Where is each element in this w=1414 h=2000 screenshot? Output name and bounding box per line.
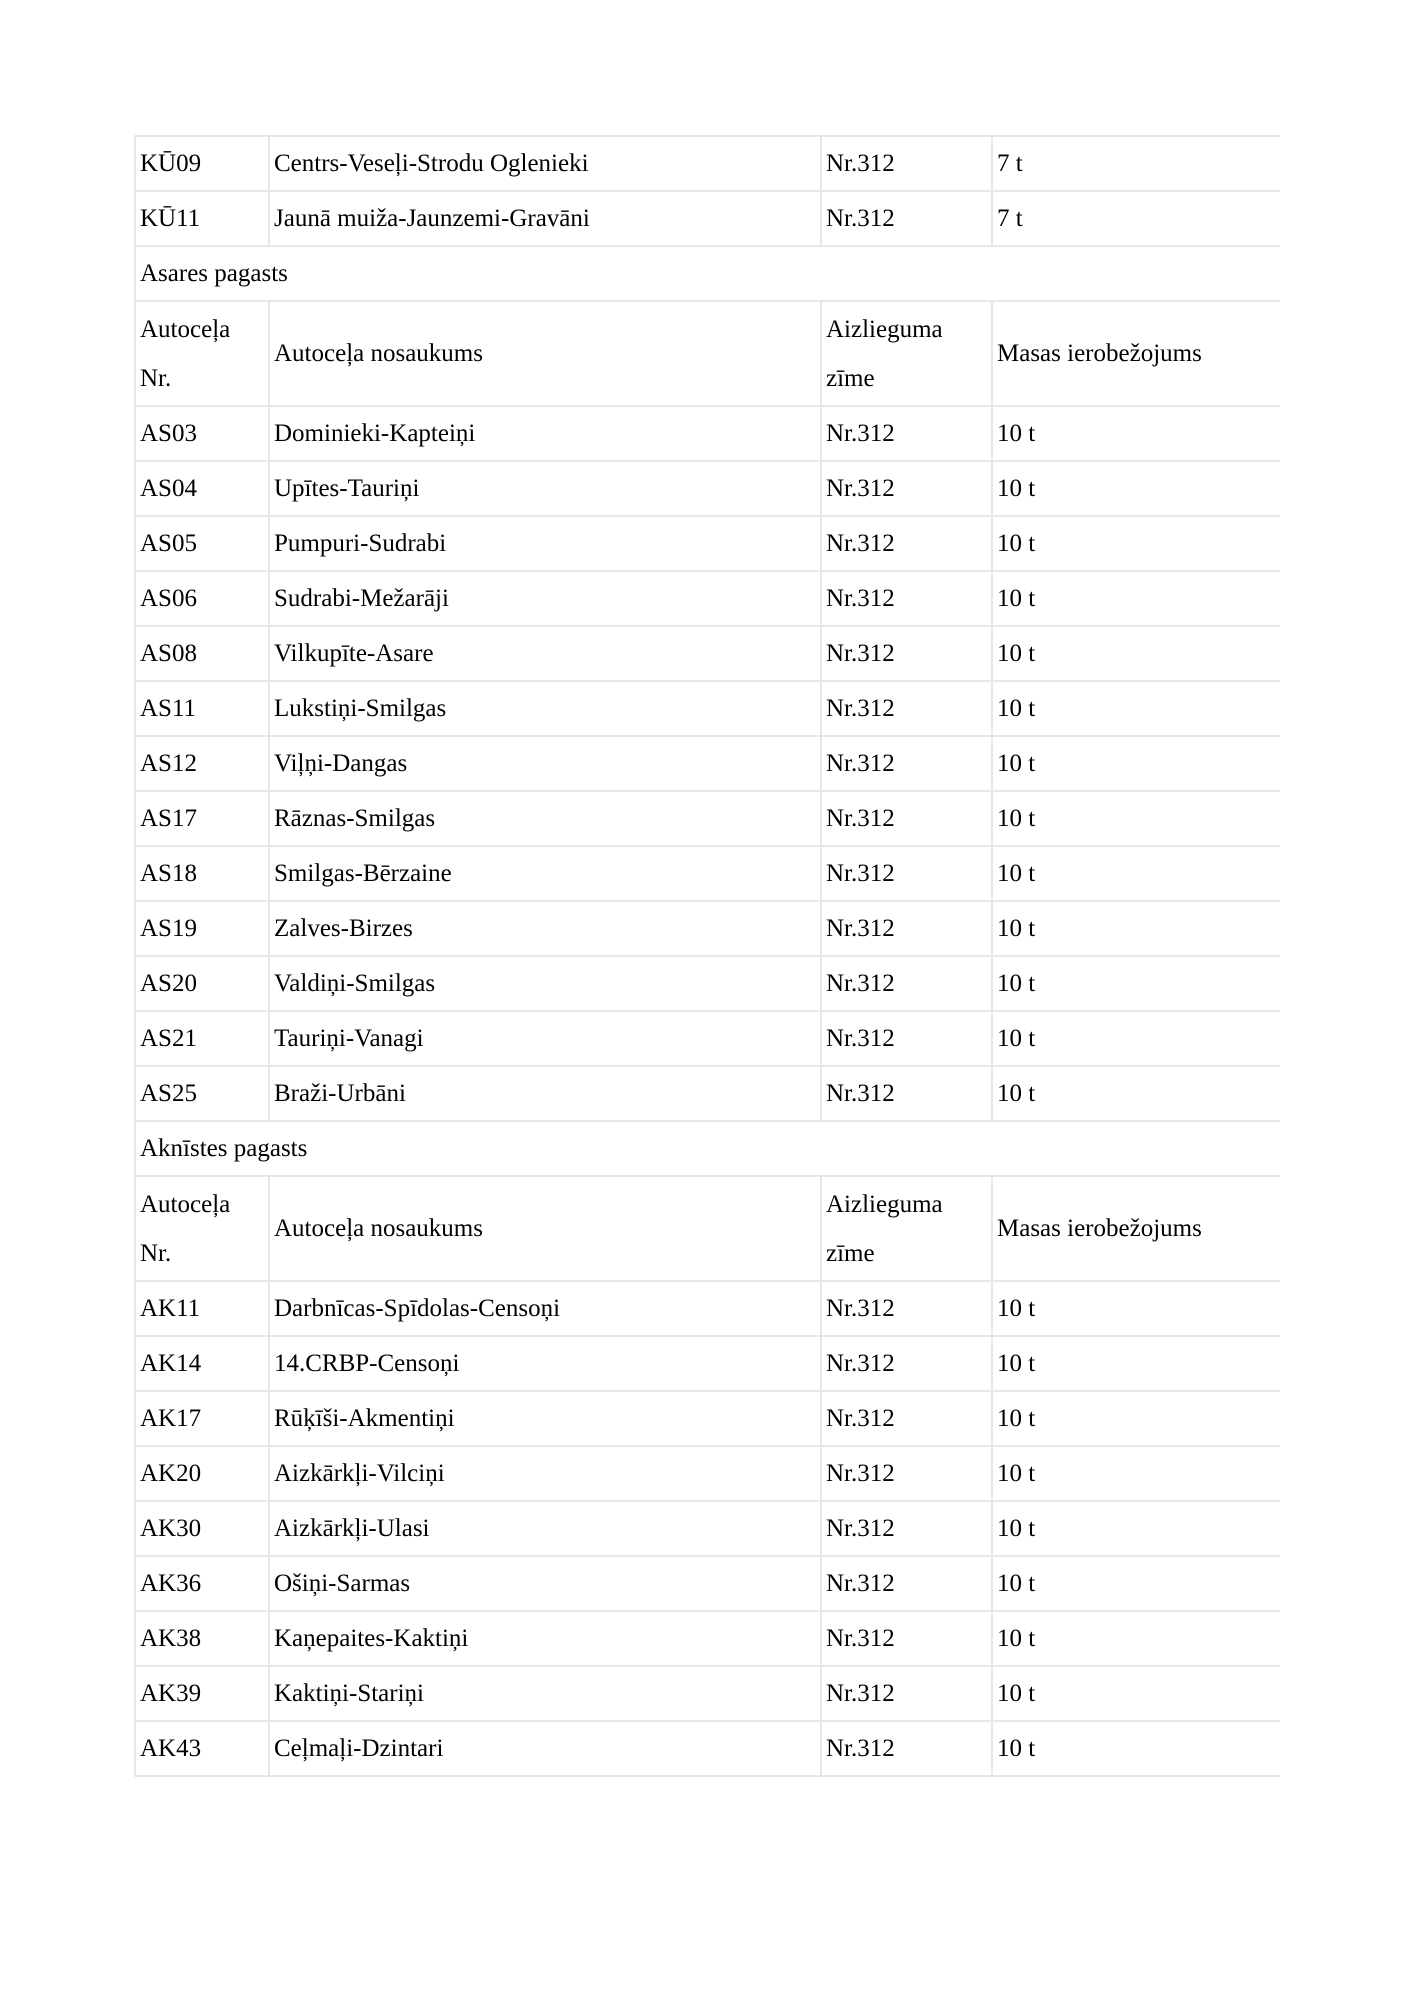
road-number: AK11: [135, 1281, 269, 1336]
header-text-line: zīme: [826, 1239, 875, 1267]
header-text-line: Aizlieguma: [826, 1190, 943, 1218]
road-number: AK36: [135, 1556, 269, 1611]
table-row: [135, 191, 1280, 246]
road-name: Valdiņi-Smilgas: [269, 956, 821, 1011]
table-row: [135, 1611, 1280, 1666]
road-number: AS19: [135, 901, 269, 956]
road-name: Centrs-Veseļi-Strodu Oglenieki: [269, 136, 821, 191]
restriction-sign: Nr.312: [821, 736, 992, 791]
road-name: Ceļmaļi-Dzintari: [269, 1721, 821, 1776]
road-number: AS08: [135, 626, 269, 681]
restriction-sign: Nr.312: [821, 1336, 992, 1391]
road-number: AS18: [135, 846, 269, 901]
table-row: [135, 516, 1280, 571]
road-number: AS25: [135, 1066, 269, 1121]
table-body: [135, 136, 1280, 1776]
header-text-line: Autoceļa: [140, 1190, 231, 1218]
restriction-sign: Nr.312: [821, 1066, 992, 1121]
road-name: Pumpuri-Sudrabi: [269, 516, 821, 571]
restriction-sign: Nr.312: [821, 1011, 992, 1066]
mass-limit: 10 t: [992, 901, 1280, 956]
table-row: [135, 571, 1280, 626]
mass-limit: 10 t: [992, 1336, 1280, 1391]
section-title: Asares pagasts: [135, 246, 1280, 301]
road-number: AK14: [135, 1336, 269, 1391]
road-name: Viļņi-Dangas: [269, 736, 821, 791]
restriction-sign: Nr.312: [821, 956, 992, 1011]
table-row: [135, 1281, 1280, 1336]
restriction-sign: Nr.312: [821, 516, 992, 571]
road-name: Rūķīši-Akmentiņi: [269, 1391, 821, 1446]
road-restrictions-table: [134, 135, 1280, 1777]
road-name: Rāznas-Smilgas: [269, 791, 821, 846]
road-number: AS06: [135, 571, 269, 626]
road-number: AS05: [135, 516, 269, 571]
table-row: [135, 1666, 1280, 1721]
road-name: Upītes-Tauriņi: [269, 461, 821, 516]
table-row: [135, 1501, 1280, 1556]
road-number: AK43: [135, 1721, 269, 1776]
road-name: Smilgas-Bērzaine: [269, 846, 821, 901]
table-row: [135, 791, 1280, 846]
mass-limit: 10 t: [992, 1721, 1280, 1776]
road-number: KŪ11: [135, 191, 269, 246]
table-row: [135, 1446, 1280, 1501]
restriction-sign: Nr.312: [821, 791, 992, 846]
mass-limit: 10 t: [992, 1011, 1280, 1066]
table-row: [135, 901, 1280, 956]
restriction-sign: Nr.312: [821, 1666, 992, 1721]
road-name: Lukstiņi-Smilgas: [269, 681, 821, 736]
mass-limit: 7 t: [992, 136, 1280, 191]
header-row: [135, 301, 1280, 406]
header-text-line: Nr.: [140, 364, 172, 392]
road-number: AK39: [135, 1666, 269, 1721]
header-road-name: Autoceļa nosaukums: [269, 301, 821, 406]
mass-limit: 10 t: [992, 681, 1280, 736]
mass-limit: 10 t: [992, 1501, 1280, 1556]
restriction-sign: Nr.312: [821, 1501, 992, 1556]
restriction-sign: Nr.312: [821, 406, 992, 461]
mass-limit: 10 t: [992, 1066, 1280, 1121]
restriction-sign: Nr.312: [821, 1391, 992, 1446]
table-row: [135, 736, 1280, 791]
header-road-name: Autoceļa nosaukums: [269, 1176, 821, 1281]
mass-limit: 10 t: [992, 406, 1280, 461]
header-restriction-sign: [821, 301, 992, 406]
road-number: KŪ09: [135, 136, 269, 191]
header-road-number: [135, 301, 269, 406]
road-number: AK20: [135, 1446, 269, 1501]
road-name: Darbnīcas-Spīdolas-Censoņi: [269, 1281, 821, 1336]
table-row: [135, 1556, 1280, 1611]
road-number: AS11: [135, 681, 269, 736]
restriction-sign: Nr.312: [821, 1281, 992, 1336]
table-row: [135, 461, 1280, 516]
restriction-sign: Nr.312: [821, 191, 992, 246]
table-row: [135, 956, 1280, 1011]
restriction-sign: Nr.312: [821, 1721, 992, 1776]
mass-limit: 10 t: [992, 1446, 1280, 1501]
table-row: [135, 846, 1280, 901]
road-name: Aizkārkļi-Vilciņi: [269, 1446, 821, 1501]
table-row: [135, 136, 1280, 191]
header-mass-limit: Masas ierobežojums: [992, 301, 1280, 406]
table-row: [135, 1011, 1280, 1066]
road-number: AK17: [135, 1391, 269, 1446]
header-text-line: Aizlieguma: [826, 315, 943, 343]
mass-limit: 10 t: [992, 516, 1280, 571]
mass-limit: 10 t: [992, 736, 1280, 791]
restriction-sign: Nr.312: [821, 681, 992, 736]
table-row: [135, 1336, 1280, 1391]
table-row: [135, 406, 1280, 461]
table-row: [135, 626, 1280, 681]
header-mass-limit: Masas ierobežojums: [992, 1176, 1280, 1281]
restriction-sign: Nr.312: [821, 1446, 992, 1501]
table-row: [135, 1066, 1280, 1121]
road-name: Dominieki-Kapteiņi: [269, 406, 821, 461]
road-name: Jaunā muiža-Jaunzemi-Gravāni: [269, 191, 821, 246]
mass-limit: 10 t: [992, 1556, 1280, 1611]
road-number: AS12: [135, 736, 269, 791]
restriction-sign: Nr.312: [821, 901, 992, 956]
header-restriction-sign: [821, 1176, 992, 1281]
table-row: [135, 681, 1280, 736]
road-name: Zalves-Birzes: [269, 901, 821, 956]
road-number: AS03: [135, 406, 269, 461]
header-row: [135, 1176, 1280, 1281]
section-title-row: [135, 246, 1280, 301]
mass-limit: 7 t: [992, 191, 1280, 246]
restriction-sign: Nr.312: [821, 571, 992, 626]
road-name: Vilkupīte-Asare: [269, 626, 821, 681]
mass-limit: 10 t: [992, 1281, 1280, 1336]
restriction-sign: Nr.312: [821, 1611, 992, 1666]
header-road-number: [135, 1176, 269, 1281]
road-name: Tauriņi-Vanagi: [269, 1011, 821, 1066]
section-title: Aknīstes pagasts: [135, 1121, 1280, 1176]
road-number: AS04: [135, 461, 269, 516]
table-row: [135, 1721, 1280, 1776]
road-name: Kaņepaites-Kaktiņi: [269, 1611, 821, 1666]
mass-limit: 10 t: [992, 1611, 1280, 1666]
mass-limit: 10 t: [992, 461, 1280, 516]
restriction-sign: Nr.312: [821, 626, 992, 681]
road-number: AS17: [135, 791, 269, 846]
mass-limit: 10 t: [992, 626, 1280, 681]
road-name: Ošiņi-Sarmas: [269, 1556, 821, 1611]
mass-limit: 10 t: [992, 846, 1280, 901]
road-name: Sudrabi-Mežarāji: [269, 571, 821, 626]
restriction-sign: Nr.312: [821, 1556, 992, 1611]
table-row: [135, 1391, 1280, 1446]
road-number: AK38: [135, 1611, 269, 1666]
restriction-sign: Nr.312: [821, 136, 992, 191]
road-name: Braži-Urbāni: [269, 1066, 821, 1121]
road-name: 14.CRBP-Censoņi: [269, 1336, 821, 1391]
road-number: AS21: [135, 1011, 269, 1066]
road-number: AK30: [135, 1501, 269, 1556]
restriction-sign: Nr.312: [821, 846, 992, 901]
mass-limit: 10 t: [992, 571, 1280, 626]
road-name: Aizkārkļi-Ulasi: [269, 1501, 821, 1556]
section-title-row: [135, 1121, 1280, 1176]
header-text-line: Autoceļa: [140, 315, 231, 343]
header-text-line: zīme: [826, 364, 875, 392]
mass-limit: 10 t: [992, 791, 1280, 846]
road-number: AS20: [135, 956, 269, 1011]
header-text-line: Nr.: [140, 1239, 172, 1267]
restriction-sign: Nr.312: [821, 461, 992, 516]
mass-limit: 10 t: [992, 1666, 1280, 1721]
mass-limit: 10 t: [992, 956, 1280, 1011]
mass-limit: 10 t: [992, 1391, 1280, 1446]
road-name: Kaktiņi-Stariņi: [269, 1666, 821, 1721]
